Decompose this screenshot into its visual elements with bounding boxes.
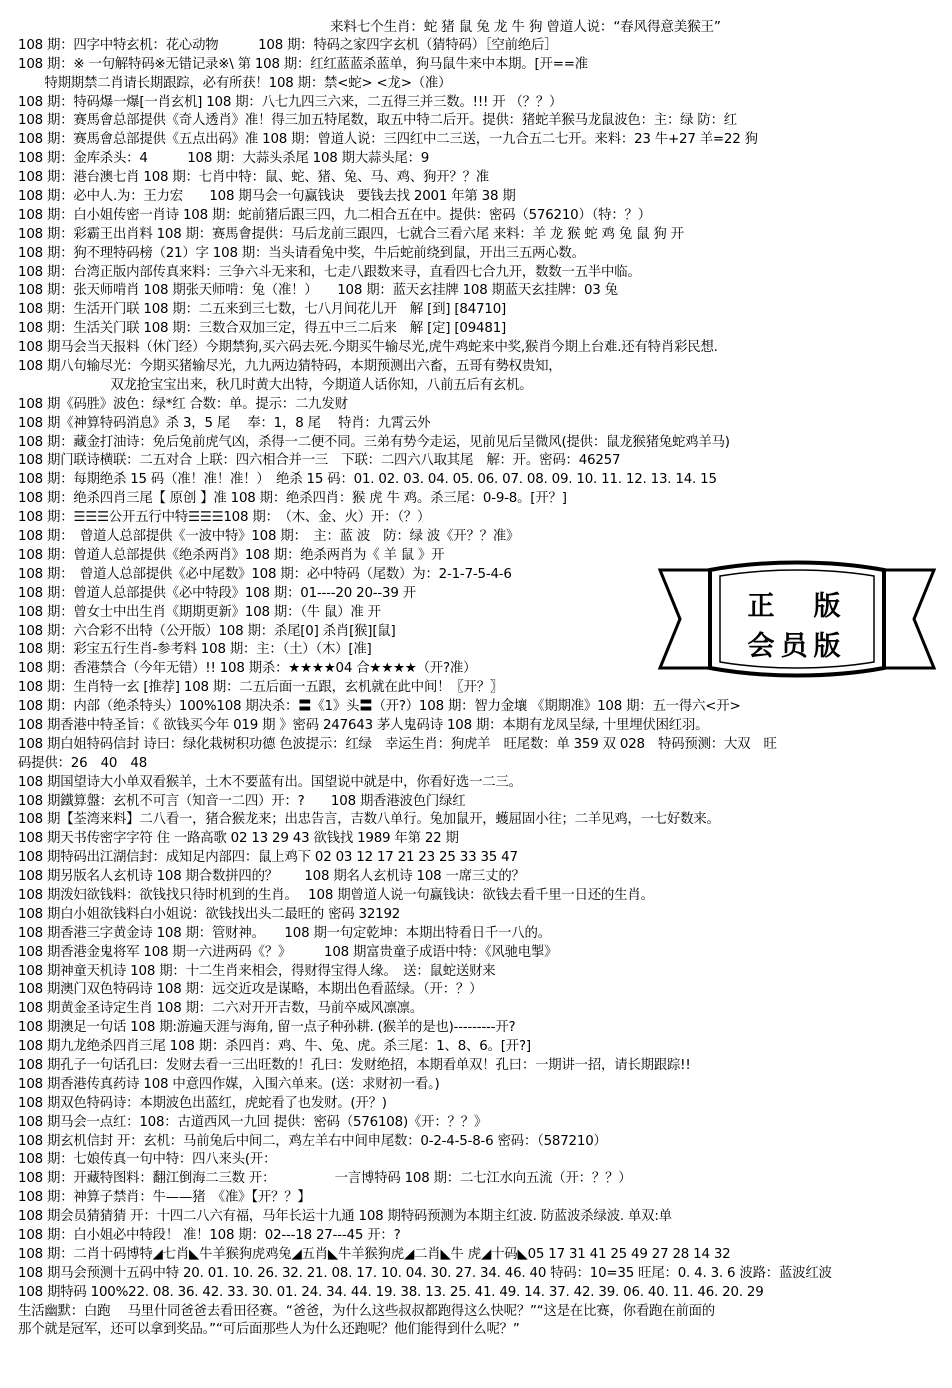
text-line: 108 期《神算特码消息》杀 3，5 尾 奉：1，8 尾 特肖：九霄云外	[18, 415, 431, 431]
text-line: 108 期：赛馬會总部提供《五点出码》准 108 期：曾道人说：三四红中二三送，一九合五二七开。来料：23 牛+27 羊=22 狗	[18, 132, 758, 148]
text-line: 108 期：七娘传真一句中特：四八来头(开：	[18, 1152, 277, 1168]
edition-stamp	[654, 560, 940, 678]
text-line: 108 期天书传密字字符 住 一路高歌 02 13 29 43 欲钱找 1989 年第 22 期	[18, 831, 459, 847]
text-line: 特期期禁二肖请长期跟踪，必有所获！108 期：禁<蛇> <龙>（准）	[18, 75, 452, 91]
text-line: 108 期香港传真药诗 108 中意四作媒，入围六单来。(送：求财初一看。)	[18, 1076, 440, 1092]
text-line: 生活幽默：白跑 马里什同爸爸去看田径赛。“爸爸，为什么这些叔叔都跑得这么快呢？”“这是在比赛，你看跑在前面的	[18, 1303, 715, 1319]
text-line: 108 期玄机信封 开：玄机：马前兔后中间二，鸡左羊右中间申尾数：0-2-4-5-8-6 密码：（587210）	[18, 1133, 607, 1149]
text-line: 108 期：每期绝杀 15 码（准！准！准！） 绝杀 15 码：01. 02. 03. 04. 05. 06. 07. 08. 09. 10. 11. 12. 13. 14. 15	[18, 472, 717, 488]
text-line: 108 期马会一点红：108：古道西风一九回 提供：密码（576108)《开：？？》	[18, 1114, 488, 1130]
text-line: 108 期白姐特码信封 诗曰：绿化栽树积功德 色波提示：红绿 幸运生肖：狗虎羊 旺尾数：单 359 双 028 特码预测：大双 旺	[18, 736, 777, 752]
text-line: 108 期另版名人玄机诗 108 期合数拼四的？ 108 期名人玄机诗 108 一席三丈的？	[18, 869, 525, 885]
text-line: 108 期香港三字黄金诗 108 期：管财神。 108 期一句定乾坤：本期出特看日千一八的。	[18, 925, 551, 941]
text-line: 108 期双色特码诗：本期波色出蓝红，虎蛇看了也发财。(开？)	[18, 1095, 387, 1111]
text-line: 108 期特码 100%22. 08. 36. 42. 33. 30. 01. 24. 34. 44. 19. 38. 13. 25. 41. 49. 14. 37. 42. 39. 06. 40. 11. 46. 20. 29	[18, 1284, 764, 1300]
text-line: 108 期香港金鬼将军 108 期一六进两码《？》 108 期富贵童子成语中特：《风驰电掣》	[18, 944, 558, 960]
text-line: 那个就是冠军，还可以拿到奖品。”“可后面那些人为什么还跑呢？他们能得到什么呢？”	[18, 1322, 520, 1338]
text-line: 108 期白小姐欲钱料白小姐说：欲钱找出头二最旺的 密码 32192	[18, 906, 401, 922]
text-line: 108 期：藏金打油诗：免后兔前虎气凶，杀得一二便不同。三弟有势今走运，见前见后呈微风(提供：鼠龙猴猪兔蛇鸡羊马)	[18, 434, 730, 450]
text-line: 108 期：四字中特玄机：花心动物 108 期：特码之家四字玄机（猜特码）［空前绝后］	[18, 37, 558, 53]
text-line: 108 期：生活开门联 108 期：二五来到三七数，七八月间花儿开 解 [到] [84710]	[18, 302, 507, 318]
text-line: 108 期：☰☰☰公开五行中特☰☰☰108 期： （木、金、火）开：（？）	[18, 510, 431, 526]
text-line: 108 期：二肖十码博特◢七肖◣牛羊猴狗虎鸡兔◢五肖◣牛羊猴狗虎◢二肖◣牛 虎◢十码◣05 17 31 41 25 49 27 28 14 32	[18, 1246, 731, 1262]
text-line: 108 期黄金圣诗定生肖 108 期：二六对开开吉数，马前卒威风凛凛。	[18, 1001, 424, 1017]
text-line: 108 期：必中人.为：王力宏 108 期马会一句赢钱诀 要钱去找 2001 年第 38 期	[18, 189, 516, 205]
text-line: 108 期神童天机诗 108 期：十二生肖来相会，得财得宝得人缘。 送：鼠蛇送财来	[18, 963, 496, 979]
text-line: 108 期：生活关门联 108 期：三数合双加三定，得五中三二后来 解 [定] [09481]	[18, 321, 507, 337]
text-line: 108 期：张天师啃肖 108 期张天师啃：兔（准！） 108 期：蓝天玄挂牌 108 期蓝天玄挂牌：03 兔	[18, 283, 618, 299]
text-line: 108 期国望诗大小单双看猴羊，土木不要蓝有出。国望说中就是中，你看好选一二三。	[18, 774, 522, 790]
text-line: 108 期：香港禁合（今年无错）!! 108 期杀：★★★★04 合★★★★（开?准）	[18, 661, 477, 677]
text-line: 108 期：金库杀头：4 108 期：大蒜头杀尾 108 期大蒜头尾：9	[18, 151, 430, 167]
stamp-line-2: 会员版	[747, 631, 847, 662]
text-line: 108 期香港中特圣旨：《 欲钱买今年 019 期 》密码 247643 茅人鬼码诗 108 期：本期有龙凤呈绿, 十里埋伏困红羽。	[18, 717, 709, 733]
text-line: 108 期马会当天报料（休门经）今期禁狗,买六码去死.今期买牛输尽光,虎牛鸡蛇来中奖,猴肖今期上台难.还有特肖彩民想.	[18, 340, 718, 356]
text-line: 108 期：※ 一句解特码※无错记录※\ 第 108 期：红红蓝蓝杀蓝单，狗马鼠牛来中本期。[开==准	[18, 56, 588, 72]
stamp-line-1: 正 版	[747, 591, 847, 622]
text-line: 108 期：港台澳七肖 108 期：七肖中特：鼠、蛇、猪、兔、马、鸡、狗开？？准	[18, 170, 489, 186]
text-line: 108 期《码胜》波色：绿*红 合数：单。提示：二九发财	[18, 396, 348, 412]
text-line: 108 期会员猜猜猜 开：十四二八六有福，马年长运十九通 108 期特码预测为本期主红波. 防蓝波杀绿波. 单双:单	[18, 1209, 672, 1225]
text-line: 108 期：赛馬會总部提供《奇人透肖》准！得三加五特尾数，取五中特二后开。提供：猪蛇羊猴马龙鼠波色：主：绿 防：红	[18, 113, 737, 129]
text-line: 108 期门联诗横联：二五对合 上联：四六相合并一三 下联：二四六八取其尾 解：开。密码：46257	[18, 453, 621, 469]
text-line: 108 期澳门双色特码诗 108 期：远交近攻是谋略，本期出色看蓝绿。（开：？）	[18, 982, 483, 998]
text-line: 108 期：彩霸王出肖料 108 期：赛馬會提供：马后龙前三跟四，七就合三看六尾 来料：羊 龙 猴 蛇 鸡 兔 鼠 狗 开	[18, 226, 684, 242]
text-line: 108 期孔子一句话孔曰：发财去看一三出旺数的！孔曰：发财绝招，本期看单双！孔曰：一期讲一招，请长期跟踪!!	[18, 1057, 691, 1073]
text-line: 108 期【荃湾来料】二八看一，猪合猴龙来；出忠告言，吉数八单行。兔加鼠开，蠖屈固小往；二羊见鸡，一七好数来。	[18, 812, 720, 828]
text-line: 108 期鐵算盤：玄机不可言（知音一二四）开：? 108 期香港波色门绿红	[18, 793, 466, 809]
text-line: 108 期：六合彩不出特（公开版）108 期：杀尾[0] 杀肖[猴][鼠]	[18, 623, 396, 639]
text-line: 108 期：曾道人总部提供《必中特段》108 期：01----20 20--39 开	[18, 585, 416, 601]
text-line: 108 期： 曾道人总部提供《必中尾数》108 期：必中特码（尾数）为：2-1-7-5-4-6	[18, 566, 512, 582]
document-body	[18, 18, 940, 1378]
prediction-list	[18, 37, 940, 1378]
text-line: 108 期八句输尽光：今期买猪输尽光，九九两边猜特码，本期预测出六畜，五哥有勢权贵知，	[18, 359, 562, 375]
text-line: 108 期：特码爆一爆[一肖玄机] 108 期：八七九四三六来，二五得三并三数。!!! 开 （？？）	[18, 94, 563, 110]
text-line: 108 期：白小姐传密一肖诗 108 期：蛇前猪后跟三四，九二相合五在中。提供：密码（576210）（特：？）	[18, 207, 651, 223]
text-line: 双龙抢宝宝出来，秋几时黄大出特，今期道人话你知，八前五后有玄机。	[18, 377, 533, 393]
text-line: 码提供：26 40 48	[18, 755, 148, 771]
text-line: 108 期特码出江湖信封：成知足内部四：鼠上鸡下 02 03 12 17 21 23 25 33 35 47	[18, 850, 518, 866]
text-line: 108 期马会预测十五码中特 20. 01. 10. 26. 32. 21. 08. 17. 10. 04. 30. 27. 34. 46. 40 特码：10=35 旺尾：0. 4. 3. 6 波路：蓝波红波	[18, 1265, 832, 1281]
text-line: 108 期澳足一句话 108 期:游遍天涯与海角, 留一点子种孙耕. (猴羊的是也)---------开?	[18, 1020, 516, 1036]
text-line: 108 期：白小姐必中特段！ 准！108 期：02---18 27---45 开：?	[18, 1228, 401, 1243]
text-line: 108 期泼妇欲钱料：欲钱找只待时机到的生肖。 108 期曾道人说一句赢钱诀：欲钱去看千里一日还的生肖。	[18, 887, 654, 903]
text-line: 108 期：曾道人总部提供《绝杀两肖》108 期：绝杀两肖为《 羊 鼠 》开	[18, 547, 445, 563]
text-line: 108 期：开藏特图料：翻江倒海二三数 开： 一言博特码 108 期：二七江水向五流（开：？？）	[18, 1171, 632, 1187]
text-line	[18, 1359, 940, 1378]
header-line: 来料七个生肖：蛇 猪 鼠 兔 龙 牛 狗 曾道人说：“春风得意美猴王”	[330, 19, 721, 35]
text-line: 108 期：内部（绝杀特头）100%108 期决杀：〓《1》头〓（开?）108 期：智力金壤 《期期准》108 期：五一得六<开>	[18, 699, 741, 715]
text-line	[18, 1340, 940, 1359]
text-line: 108 期：神算子禁肖：牛——猪 《准》【开？？】	[18, 1190, 311, 1206]
text-line: 108 期九龙绝杀四肖三尾 108 期：杀四肖：鸡、牛、兔、虎。杀三尾：1、8、6。[开?]	[18, 1039, 531, 1055]
text-line: 108 期：台湾正版内部传真来料：三争六斗无来和，七走八跟数来寻，直看四七合九开，数数一五半中临。	[18, 264, 641, 280]
text-line: 108 期：彩宝五行生肖-参考料 108 期：主：（土）（木）[准]	[18, 642, 372, 658]
text-line: 108 期： 曾道人总部提供《一波中特》108 期： 主：蓝 波 防：绿 波《开？？准》	[18, 529, 520, 545]
text-line: 108 期：绝杀四肖三尾【 原创 】准 108 期：绝杀四肖：猴 虎 牛 鸡。杀三尾：0-9-8。[开？]	[18, 491, 567, 507]
text-line: 108 期：生肖特一玄 [推荐] 108 期：二五后面一五跟，玄机就在此中间！〖开？〗	[18, 680, 504, 696]
text-line: 108 期：曾女士中出生肖《期期更新》108 期：（牛 鼠）准 开	[18, 604, 381, 620]
text-line: 108 期：狗不理特码榜（21）字 108 期：当头请看兔中奖，牛后蛇前绕到鼠，开出三五两心数。	[18, 245, 585, 261]
